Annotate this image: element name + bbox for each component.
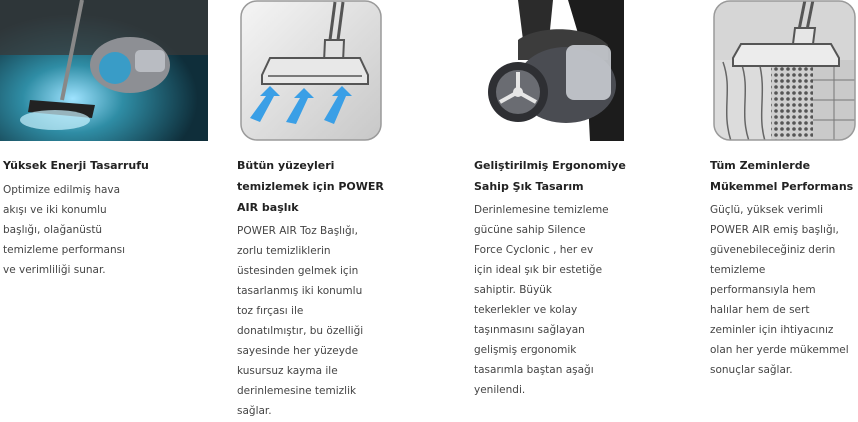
feature-title: Tüm Zeminlerde Mükemmel Performans	[710, 159, 854, 193]
feature-title: Bütün yüzeyleri temizlemek için POWER AIR başlık	[237, 159, 384, 214]
vacuum-carpet-photo	[0, 0, 208, 141]
all-floors-nozzle-icon	[713, 0, 856, 141]
feature-title: Yüksek Enerji Tasarrufu	[3, 159, 149, 172]
feature-title: Geliştirilmiş Ergonomiye Sahip Şık Tasarım	[474, 159, 626, 193]
feature-description: Optimize edilmiş hava akışı ve iki konumlu başlığı, olağanüstü temizleme performansı ve verimliliği sunar.	[3, 184, 126, 276]
feature-description: Güçlü, yüksek verimli POWER AIR emiş başlığı, güvenebileceğiniz derin temizleme performansıyla hem halılar hem de sert zeminler için ihtiyacınız olan her yerde mükemmel sonuçlar sağlar.	[710, 204, 849, 376]
feature-description: POWER AIR Toz Başlığı, zorlu temizliklerin üstesinden gelmek için tasarlanmış iki konumlu toz fırçası ile donatılmıştır, bu özelliği sayesinde her yüzeyde kusursuz kayma ile derinlemesine temizlik sağlar.	[237, 225, 364, 417]
feature-description: Derinlemesine temizleme gücüne sahip Silence Force Cyclonic , her ev için ideal şık bir estetiğe sahiptir. Büyük tekerlekler ve kolay taşınmasını sağlayan gelişmiş ergonomik tasarımla baştan aşağı yenilendi.	[474, 204, 609, 396]
power-air-nozzle-icon	[240, 0, 382, 141]
vacuum-product-photo	[478, 0, 624, 141]
